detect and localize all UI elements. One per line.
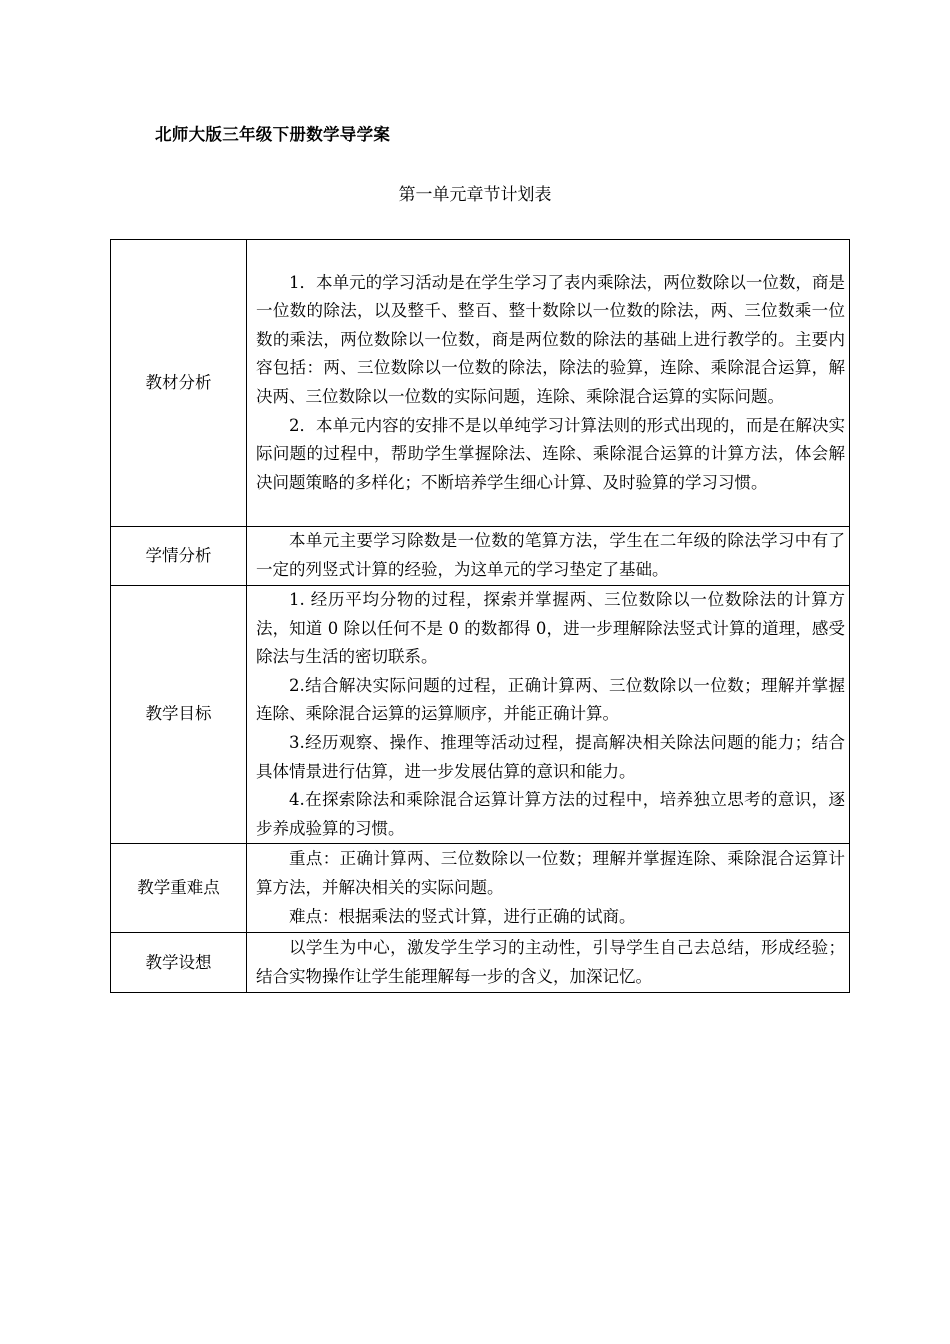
content-paragraph: 4.在探索除法和乘除混合运算计算方法的过程中，培养独立思考的意识，逐步养成验算的习惯。 bbox=[256, 790, 845, 838]
table-row-student-analysis bbox=[111, 527, 850, 586]
row-content-teaching-ideas bbox=[247, 933, 850, 993]
content-paragraph: 重点：正确计算两、三位数除以一位数；理解并掌握连除、乘除混合运算计算方法，并解决相关的实际问题。 bbox=[256, 849, 845, 898]
row-content-key-difficulties bbox=[247, 844, 850, 933]
content-paragraph: 2.结合解决实际问题的过程，正确计算两、三位数除以一位数；理解并掌握连除、乘除混合运算的运算顺序，并能正确计算。 bbox=[256, 675, 845, 724]
document-title: 北师大版三年级下册数学导学案 bbox=[155, 125, 391, 144]
content-paragraph: 1．本单元的学习活动是在学生学习了表内乘除法，两位数除以一位数，商是一位数的除法，以及整千、整百、整十数除以一位数的除法，两、三位数乘一位数的乘法，两位数除以一位数，商是两位数的除法的基础上进行教学的。主要内容包括：两、三位数除以一位数的除法，除法的验算，连除、乘除混合运算，解决两、三位数除以一位数的实际问题，连除、乘除混合运算的实际问题。 bbox=[256, 272, 845, 406]
row-content-teaching-goals bbox=[247, 586, 850, 844]
content-paragraph: 本单元主要学习除数是一位数的笔算方法，学生在二年级的除法学习中有了一定的列竖式计算的经验，为这单元的学习垫定了基础。 bbox=[256, 531, 845, 579]
content-paragraph: 以学生为中心，激发学生学习的主动性，引导学生自己去总结，形成经验；结合实物操作让学生能理解每一步的含义，加深记忆。 bbox=[256, 938, 845, 986]
row-label-teaching-goals: 教学目标 bbox=[111, 586, 247, 844]
table-row-key-difficulties bbox=[111, 844, 850, 933]
row-content-student-analysis bbox=[247, 527, 850, 586]
unit-plan-table bbox=[110, 239, 850, 993]
content-paragraph: 难点：根据乘法的竖式计算，进行正确的试商。 bbox=[289, 906, 636, 926]
row-label-key-difficulties: 教学重难点 bbox=[111, 844, 247, 933]
row-label-textbook-analysis: 教材分析 bbox=[111, 240, 247, 527]
table-caption: 第一单元章节计划表 bbox=[398, 185, 552, 205]
content-paragraph: 2．本单元内容的安排不是以单纯学习计算法则的形式出现的，而是在解决实际问题的过程中，帮助学生掌握除法、连除、乘除混合运算的计算方法，体会解决问题策略的多样化；不断培养学生细心计算、及时验算的学习习惯。 bbox=[256, 415, 845, 492]
content-paragraph: 3.经历观察、操作、推理等活动过程，提高解决相关除法问题的能力；结合具体情景进行估算，进一步发展估算的意识和能力。 bbox=[256, 732, 845, 781]
row-label-student-analysis: 学情分析 bbox=[111, 527, 247, 586]
table-row-teaching-goals bbox=[111, 586, 850, 844]
content-paragraph: 1. 经历平均分物的过程，探索并掌握两、三位数除以一位数除法的计算方法，知道 0 除以任何不是 0 的数都得 0，进一步理解除法竖式计算的道理，感受除法与生活的密切联系。 bbox=[256, 590, 845, 667]
table-row-textbook-analysis bbox=[111, 240, 850, 527]
row-content-textbook-analysis bbox=[247, 240, 850, 527]
row-label-teaching-ideas: 教学设想 bbox=[111, 933, 247, 993]
table-row-teaching-ideas bbox=[111, 933, 850, 993]
